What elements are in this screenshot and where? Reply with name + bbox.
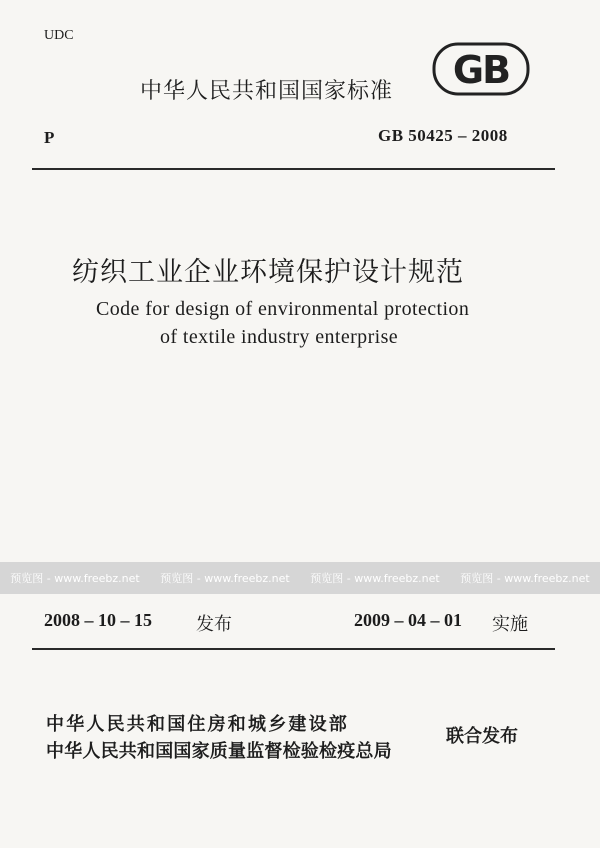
title-english-line1: Code for design of environmental protection <box>96 298 470 320</box>
title-english-line2: of textile industry enterprise <box>160 326 399 348</box>
issue-label: 发布 <box>196 614 232 635</box>
issuer-line1: 中华人民共和国住房和城乡建设部 <box>46 714 349 735</box>
standard-number: GB 50425 – 2008 <box>378 126 508 145</box>
watermark-text: 预览图 - www.freebz.net <box>460 572 590 585</box>
watermark-text: 预览图 - www.freebz.net <box>160 572 290 585</box>
effective-date: 2009 – 04 – 01 <box>354 610 462 630</box>
gb-logo-icon <box>432 42 530 96</box>
issuer-line2: 中华人民共和国国家质量监督检验检疫总局 <box>46 741 392 762</box>
issue-date: 2008 – 10 – 15 <box>44 610 152 630</box>
watermark-text: 预览图 - www.freebz.net <box>10 572 140 585</box>
watermark-band <box>0 562 600 594</box>
title-chinese: 纺织工业企业环境保护设计规范 <box>72 257 464 288</box>
bottom-divider <box>32 648 555 650</box>
standard-type-heading: 中华人民共和国国家标准 <box>140 79 394 104</box>
gb-logo-text: GB <box>452 48 510 92</box>
classification-code: P <box>44 128 55 147</box>
joint-issue-label: 联合发布 <box>446 726 518 747</box>
top-divider <box>32 168 555 170</box>
watermark-text: 预览图 - www.freebz.net <box>310 572 440 585</box>
effective-label: 实施 <box>492 614 528 635</box>
udc-label: UDC <box>44 28 74 43</box>
